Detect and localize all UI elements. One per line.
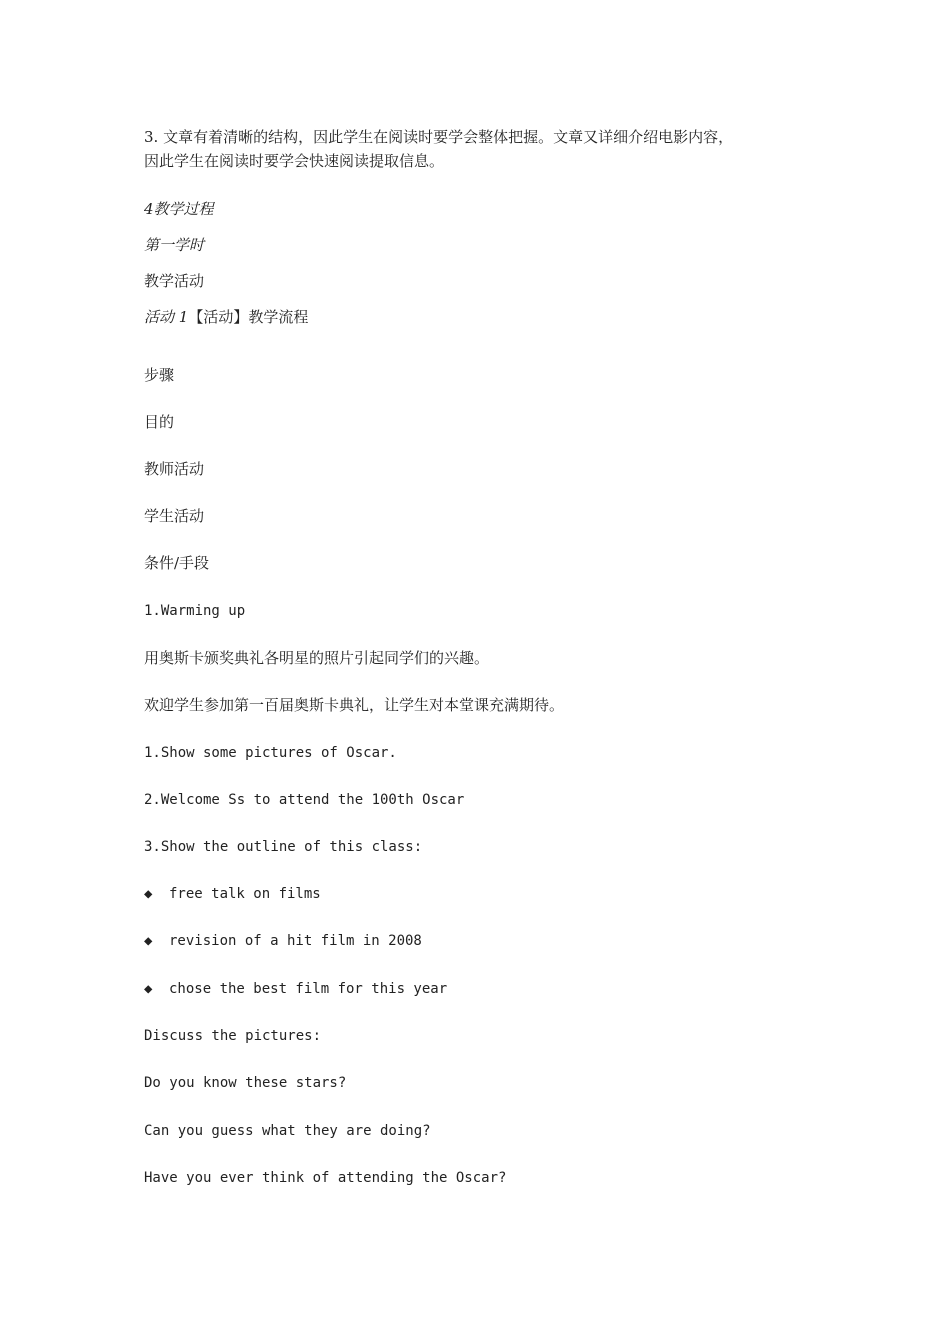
bullet-item (144, 977, 447, 1001)
step-warming-up: 1.Warming up (144, 603, 246, 619)
header-steps: 步骤 (144, 366, 175, 384)
diamond-bullet-icon: ◆ (144, 981, 153, 997)
teacher-step-3: 3.Show the outline of this class: (144, 839, 423, 855)
purpose-text-1: 用奥斯卡颁奖典礼各明星的照片引起同学们的兴趣。 (144, 649, 490, 667)
section-heading: 4教学过程 (144, 200, 214, 218)
question-item: Can you guess what they are doing? (144, 1123, 431, 1139)
activity-heading (144, 305, 308, 329)
bullet-item (144, 882, 321, 906)
bullet-text: free talk on films (169, 886, 321, 902)
header-conditions: 条件/手段 (144, 554, 210, 572)
bullet-item (144, 929, 422, 953)
period-heading: 第一学时 (144, 236, 205, 254)
header-student-activity: 学生活动 (144, 507, 205, 525)
intro-line-1: 3. 文章有着清晰的结构，因此学生在阅读时要学会整体把握。文章又详细介绍电影内容， (144, 128, 734, 146)
question-item: Have you ever think of attending the Oscar? (144, 1170, 507, 1186)
teacher-step-2: 2.Welcome Ss to attend the 100th Oscar (144, 792, 465, 808)
bullet-text: chose the best film for this year (169, 981, 448, 997)
header-purpose: 目的 (144, 413, 175, 431)
activity-prefix: 活动 1 (144, 308, 189, 326)
diamond-bullet-icon: ◆ (144, 933, 153, 949)
discuss-heading: Discuss the pictures: (144, 1028, 322, 1044)
header-teacher-activity: 教师活动 (144, 460, 205, 478)
teacher-step-1: 1.Show some pictures of Oscar. (144, 745, 397, 761)
activities-heading: 教学活动 (144, 272, 205, 290)
diamond-bullet-icon: ◆ (144, 886, 153, 902)
question-item: Do you know these stars? (144, 1075, 347, 1091)
bullet-text: revision of a hit film in 2008 (169, 933, 422, 949)
activity-title: 【活动】教学流程 (188, 308, 309, 326)
purpose-text-2: 欢迎学生参加第一百届奥斯卡典礼，让学生对本堂课充满期待。 (144, 696, 565, 714)
intro-line-2: 因此学生在阅读时要学会快速阅读提取信息。 (144, 152, 445, 170)
